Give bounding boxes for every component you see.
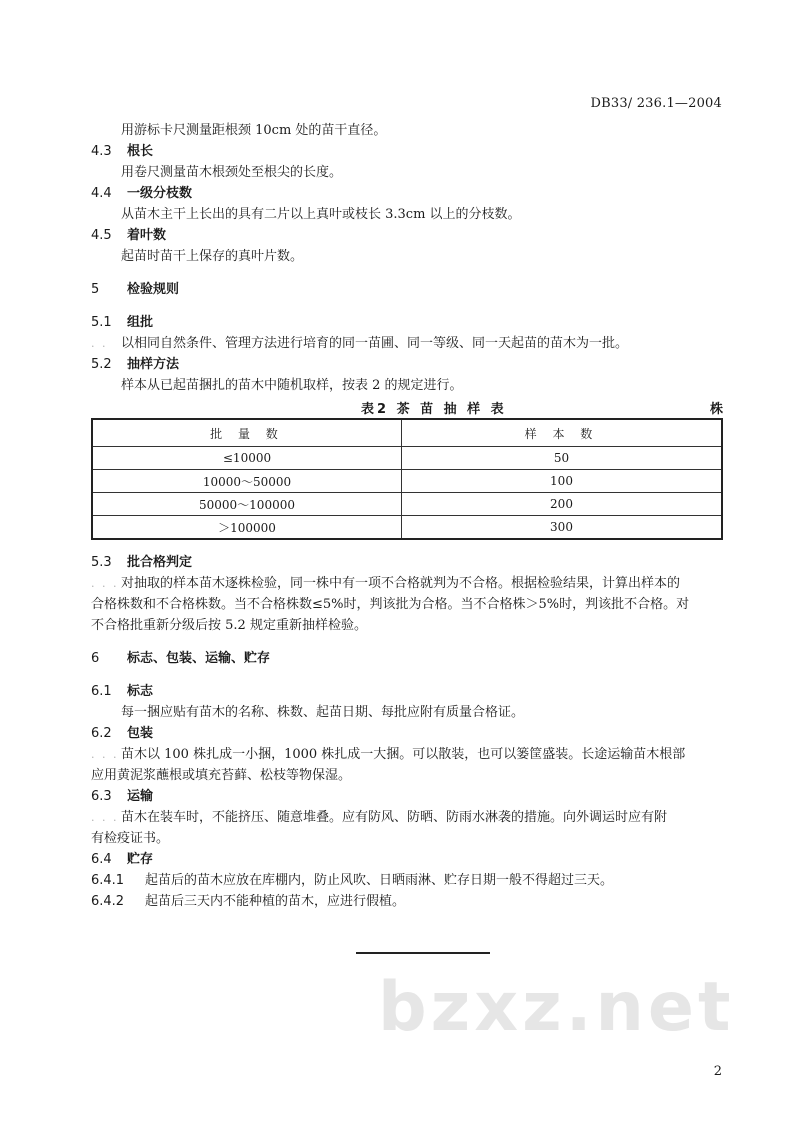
section-6-2-line-2: 应用黄泥浆蘸根或填充苔藓、松枝等物保湿。 [91,768,352,783]
body-text: 苗木在装车时，不能挤压、随意堆叠。应有防风、防晒、防雨水淋袭的措施。向外调运时应有附 [121,810,668,825]
section-title: 抽样方法 [127,357,180,372]
section-number: 6.4.1 [91,873,125,888]
section-4-4-heading [91,183,723,204]
section-number: 5 [91,282,100,297]
section-6-3-line-2: 有检疫证书。 [91,831,170,846]
section-title: 运输 [127,789,154,804]
list-marker: . . . [91,577,119,590]
section-number: 6 [91,651,100,666]
section-number: 6.2 [91,726,112,741]
section-number: 4.5 [91,228,112,243]
section-title: 标志、包装、运输、贮存 [127,651,271,666]
section-4-3-heading [91,141,723,162]
body-text: 苗木以 100 株扎成一小捆，1000 株扎成一大捆。可以散装，也可以篓筐盛装。长途运输苗木根部 [121,747,686,762]
table-row [92,516,722,540]
header-batch-size: 批 量 数 [92,419,402,447]
section-4-3-body: 用卷尺测量苗木根颈处至根尖的长度。 [121,165,343,180]
section-number: 6.4.2 [91,894,125,909]
section-6-3-heading [91,786,723,807]
section-5-3-line-2: 合格株数和不合格株数。当不合格株数≤5%时，判该批为合格。当不合格株＞5%时，判该批不合格。对 [91,597,690,612]
table-unit: 株 [709,402,723,417]
body-text: 起苗后三天内不能种植的苗木，应进行假植。 [145,894,406,909]
section-number: 4.4 [91,186,112,201]
section-title: 包装 [127,726,154,741]
section-6-1-heading [91,681,723,702]
end-rule [356,952,490,954]
section-5-2-heading [91,354,723,375]
section-6-2-heading [91,723,723,744]
sample-size-cell: 200 [402,493,723,516]
section-6-heading [91,648,723,669]
section-number: 5.3 [91,555,112,570]
body-text: 起苗后的苗木应放在库棚内，防止风吹、日晒雨淋、贮存日期一般不得超过三天。 [145,873,614,888]
table-row [92,493,722,516]
section-number: 5.2 [91,357,112,372]
sample-size-cell: 50 [402,447,723,470]
section-4-4-body: 从苗木主干上长出的具有二片以上真叶或枝长 3.3cm 以上的分枝数。 [121,207,521,222]
section-6-4-2 [91,891,723,912]
section-5-1-heading [91,312,723,333]
table-header-row [92,419,722,447]
section-5-1-body [91,333,723,354]
section-6-4-heading [91,849,723,870]
body-text: 以相同自然条件、管理方法进行培育的同一苗圃、同一等级、同一天起苗的苗木为一批。 [121,336,629,351]
section-6-2-line-1 [91,744,723,765]
section-title: 检验规则 [127,282,180,297]
section-5-3-heading [91,552,723,573]
section-title: 组批 [127,315,154,330]
list-marker: . . . [91,748,119,761]
section-5-3-line-1 [91,573,723,594]
section-number: 6.1 [91,684,112,699]
section-5-3-line-3: 不合格批重新分级后按 5.2 规定重新抽样检验。 [91,618,367,633]
sample-size-cell: 300 [402,516,723,540]
sample-size-cell: 100 [402,470,723,493]
batch-size-cell: ＞100000 [92,516,402,540]
table-row [92,447,722,470]
table-row [92,470,722,493]
batch-size-cell: 10000～50000 [92,470,402,493]
section-4-5-body: 起苗时苗干上保存的真叶片数。 [121,249,304,264]
section-number: 4.3 [91,144,112,159]
page-content [91,120,723,912]
document-code: DB33/ 236.1—2004 [590,96,722,111]
section-5-2-body: 样本从已起苗捆扎的苗木中随机取样，按表 2 的规定进行。 [121,378,463,393]
section-6-3-line-1 [91,807,723,828]
list-marker: . . . [91,811,119,824]
body-text: 对抽取的样本苗木逐株检验，同一株中有一项不合格就判为不合格。根据检验结果，计算出样本的 [121,576,681,591]
continuation-text: 用游标卡尺测量距根颈 10cm 处的苗干直径。 [121,123,387,138]
section-title: 一级分枝数 [127,186,193,201]
sampling-table [91,418,723,540]
watermark: bzxz.net [378,968,735,1047]
section-number: 6.4 [91,852,112,867]
section-6-1-body: 每一捆应贴有苗木的名称、株数、起苗日期、每批应附有质量合格证。 [121,705,525,720]
section-title: 贮存 [127,852,154,867]
section-title: 标志 [127,684,154,699]
section-title: 根长 [127,144,154,159]
batch-size-cell: ≤10000 [92,447,402,470]
batch-size-cell: 50000～100000 [92,493,402,516]
section-number: 6.3 [91,789,112,804]
section-title: 着叶数 [127,228,167,243]
table-caption: 表2 茶 苗 抽 样 表 [361,402,507,417]
page-number: 2 [713,1064,722,1079]
table-caption-row [91,396,723,418]
section-6-4-1 [91,870,723,891]
section-4-5-heading [91,225,723,246]
section-title: 批合格判定 [127,555,193,570]
section-5-heading [91,279,723,300]
section-number: 5.1 [91,315,112,330]
header-sample-size: 样 本 数 [402,419,723,447]
list-marker: . . [91,337,108,350]
